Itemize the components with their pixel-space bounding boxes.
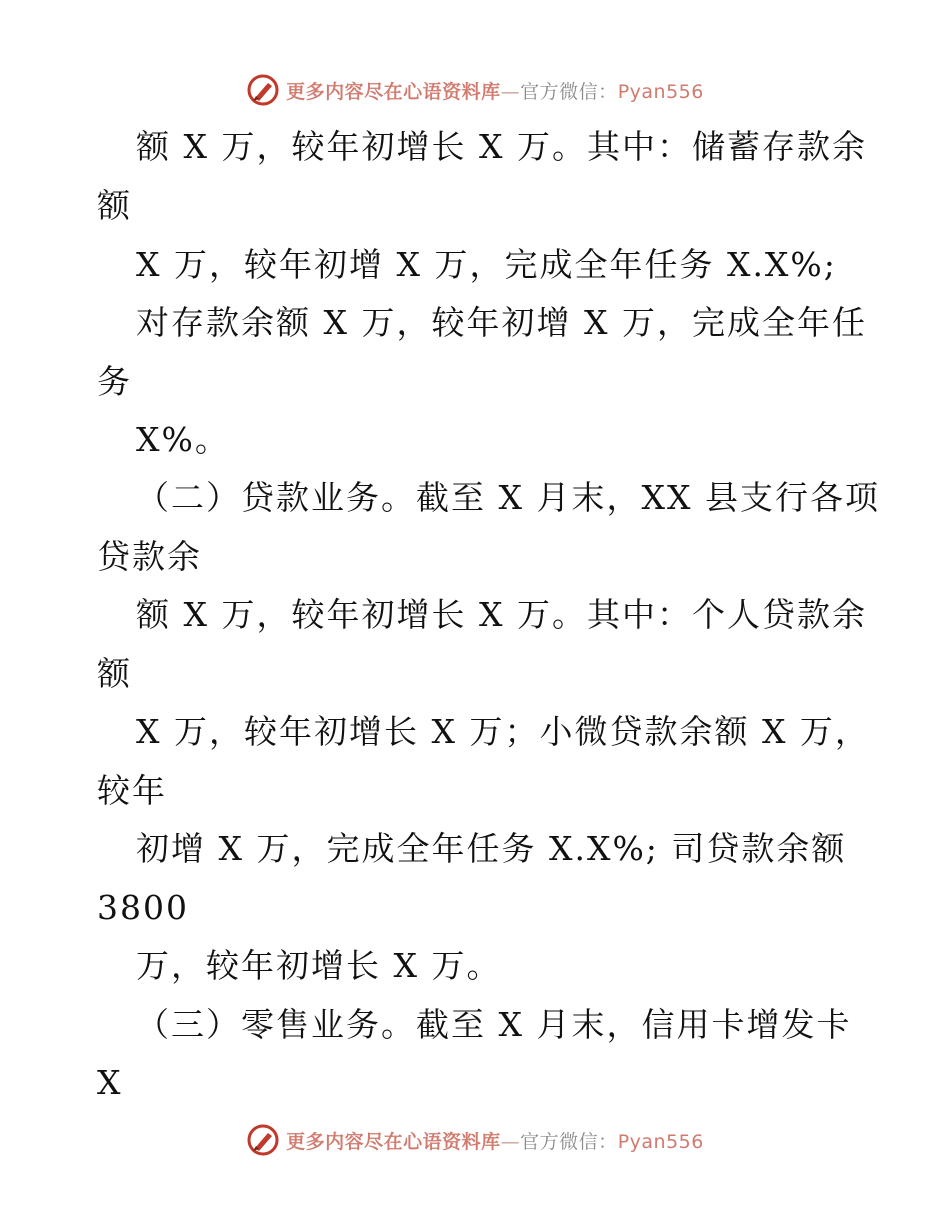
body-line: 初增 X 万，完成全年任务 X.X%; 司贷款余额 [136, 829, 847, 868]
body-line: 务 [97, 362, 132, 401]
body-line: 额 [97, 186, 132, 225]
pen-logo-icon [246, 73, 280, 107]
body-line: （三）零售业务。截至 X 月末，信用卡增发卡 [136, 1005, 852, 1044]
body-line: （二）贷款业务。截至 X 月末，XX 县支行各项 [136, 478, 880, 517]
body-line: 额 [97, 654, 132, 693]
watermark-dash: — [500, 1130, 521, 1153]
watermark-header [0, 70, 950, 110]
body-line: X 万，较年初增长 X 万；小微贷款余额 X 万， [136, 712, 870, 751]
watermark-dash: — [500, 80, 521, 103]
watermark-text [286, 1127, 704, 1154]
pen-logo-icon [246, 1123, 280, 1157]
body-line: X 万，较年初增 X 万，完成全年任务 X.X%; [136, 245, 837, 284]
body-line: 额 X 万，较年初增长 X 万。其中：储蓄存款余 [136, 127, 867, 166]
watermark-wechat-label: 官方微信： [520, 80, 618, 103]
watermark-wechat-id: Pyan556 [617, 80, 704, 103]
body-line: 万，较年初增长 X 万。 [136, 946, 502, 985]
watermark-site-name: 更多内容尽在心语资料库 [286, 1130, 501, 1153]
watermark-site-name: 更多内容尽在心语资料库 [286, 80, 501, 103]
watermark-footer [0, 1120, 950, 1160]
body-line: 3800 [97, 888, 189, 927]
body-line: 贷款余 [97, 537, 202, 576]
body-line: X%。 [136, 420, 230, 459]
body-line: X [97, 1063, 123, 1102]
body-line: 额 X 万，较年初增长 X 万。其中：个人贷款余 [136, 595, 867, 634]
body-line: 较年 [97, 771, 167, 810]
watermark-wechat-label: 官方微信： [520, 1130, 618, 1153]
watermark-text [286, 77, 704, 104]
body-line: 对存款余额 X 万，较年初增 X 万，完成全年任 [136, 303, 867, 342]
watermark-wechat-id: Pyan556 [617, 1130, 704, 1153]
